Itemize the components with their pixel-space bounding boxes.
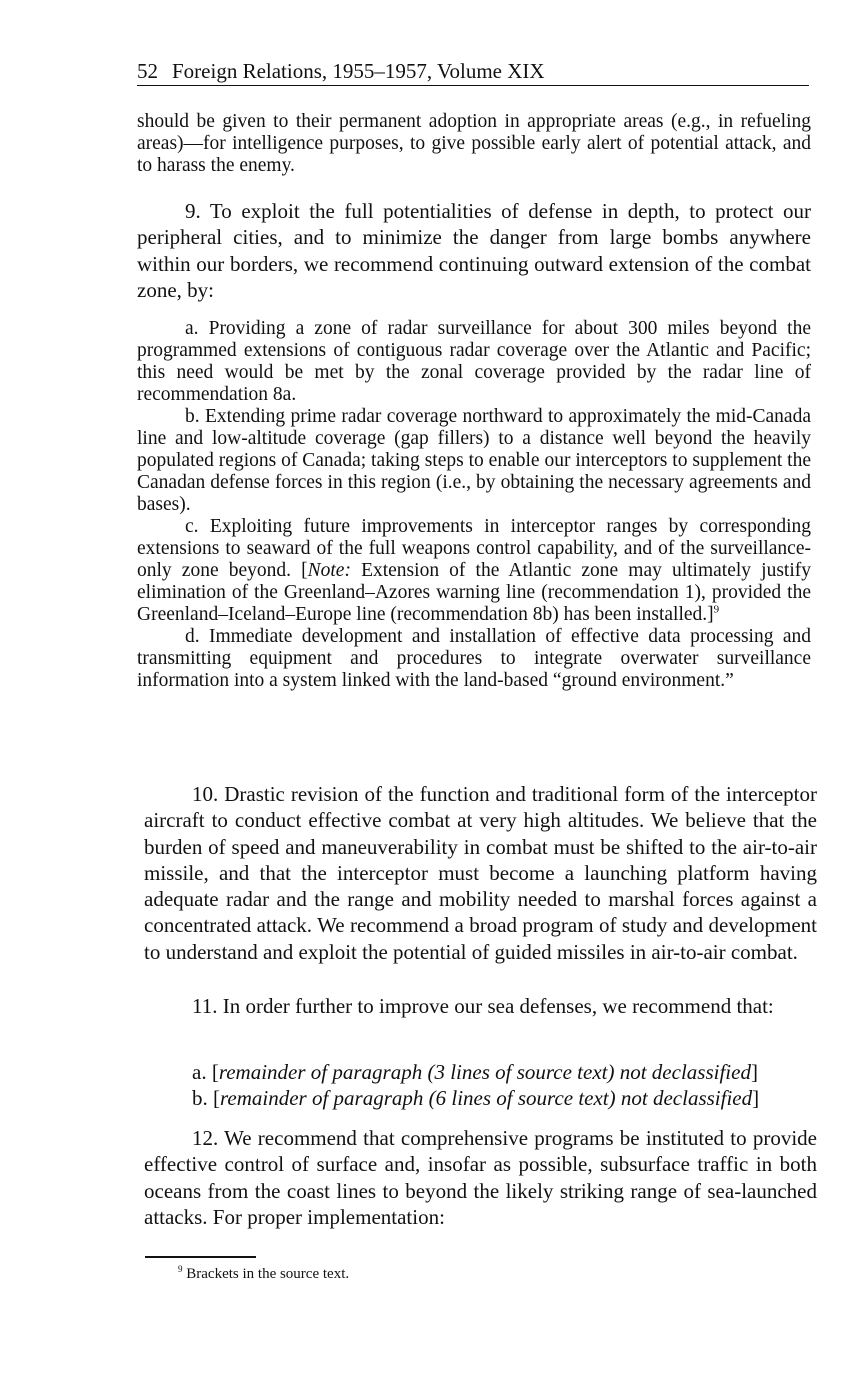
- paragraph-9-subitems: [137, 318, 811, 692]
- paragraph-text: 11. In order further to improve our sea defenses, we recommend that:: [192, 994, 774, 1018]
- paragraph-9: [137, 198, 811, 303]
- paragraph-11: [144, 993, 817, 1019]
- paragraph-text: should be given to their permanent adoption in appropriate areas (e.g., in refueling areas)—for intelligence purposes, to give possible early alert of potential attack, and to harass the enemy.: [137, 111, 811, 176]
- paragraph-text: 10. Drastic revision of the function and traditional form of the interceptor aircraft to conduct effective combat at very high altitudes. We believe that the burden of speed and maneuverability in combat must be shifted to the air-to-air missile, and that the interceptor must become a launching platform having adequate radar and the range and mobility needed to marshal forces against a concentrated attack. We recommend a broad program of study and development to understand and exploit the potential of guided missiles in air-to-air combat.: [144, 782, 817, 964]
- paragraph-text: 12. We recommend that comprehensive programs be instituted to provide effective control of surface and, insofar as possible, subsurface traffic in both oceans from the coast lines to beyond the likely striking range of sea-launched attacks. For proper implementation:: [144, 1126, 817, 1229]
- page-number: 52: [137, 59, 158, 83]
- footnote-number: 9: [178, 1264, 183, 1274]
- footnote-divider: [145, 1256, 256, 1258]
- paragraph-12: [144, 1125, 817, 1230]
- paragraph-9a: a. Providing a zone of radar surveillance for about 300 miles beyond the programmed extensions of contiguous radar coverage over the Atlantic and Pacific; this need would be met by the zonal coverage provided by the radar line of recommendation 8a.: [137, 318, 811, 405]
- footnote-text: Brackets in the source text.: [186, 1266, 350, 1282]
- footnote-reference: 9: [713, 603, 720, 616]
- volume-title: Foreign Relations, 1955–1957, Volume XIX: [172, 59, 545, 83]
- paragraph-9c: c. Exploiting future improvements in interceptor ranges by corresponding extensions to seaward of the full weapons control capability, and of the surveillance-only zone beyond. [Note: Extension of the Atlantic zone may ultimately justify elimination of the Greenland–Azores warning line (recommendation 1), provided the Greenland–Iceland–Europe line (recommendation 8b) has been installed.]$^9$: [137, 516, 811, 625]
- running-header: [137, 58, 809, 86]
- paragraph-8-continuation: [137, 111, 811, 177]
- paragraph-11b: b. [remainder of paragraph (6 lines of source text) not declassified]: [192, 1086, 760, 1111]
- paragraph-10: [144, 781, 817, 965]
- paragraph-text: 9. To exploit the full potentialities of defense in depth, to protect our peripheral cities, and to minimize the danger from large bombs anywhere within our borders, we recommend continuing outward extension of the combat zone, by:: [137, 199, 811, 302]
- paragraph-11a: a. [remainder of paragraph (3 lines of source text) not declassified]: [192, 1060, 758, 1084]
- paragraph-11-subitems: [144, 1059, 817, 1112]
- paragraph-9b: b. Extending prime radar coverage northward to approximately the mid-Canada line and low-altitude coverage (gap fillers) to a distance well beyond the heavily populated regions of Canada; taking steps to enable our interceptors to supplement the Canadan defense forces in this region (i.e., by obtaining the necessary agreements and bases).: [137, 406, 811, 515]
- note-label: Note:: [307, 560, 351, 581]
- footnote: [178, 1264, 349, 1284]
- paragraph-9d: d. Immediate development and installation of effective data processing and transmitting equipment and procedures to integrate overwater surveillance information into a system linked with the land-based “ground environment.”: [137, 626, 811, 691]
